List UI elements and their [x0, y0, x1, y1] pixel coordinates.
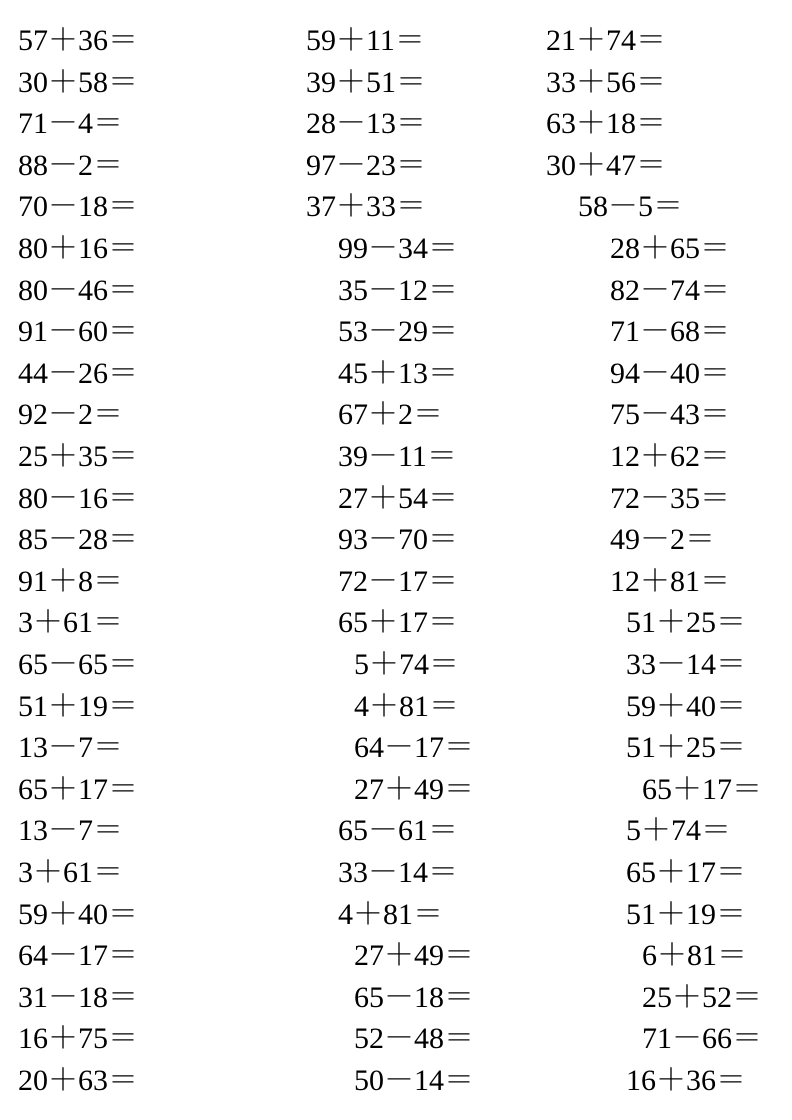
arithmetic-problem: 57＋36＝	[18, 24, 138, 57]
arithmetic-problem: 59＋40＝	[18, 897, 138, 931]
arithmetic-problem: 85－28＝	[18, 523, 138, 557]
problem-row	[0, 980, 792, 1016]
arithmetic-problem: 21＋74＝	[546, 24, 666, 57]
problem-row	[0, 481, 792, 517]
problem-row	[0, 356, 792, 392]
arithmetic-problem: 4＋81＝	[354, 689, 459, 723]
arithmetic-problem: 64－17＝	[354, 731, 474, 765]
arithmetic-problem: 53－29＝	[338, 315, 458, 349]
problem-row	[0, 522, 792, 558]
arithmetic-problem: 16＋36＝	[626, 1064, 746, 1097]
arithmetic-problem: 4＋81＝	[338, 897, 443, 931]
problem-row	[0, 23, 792, 59]
problem-row	[0, 189, 792, 225]
arithmetic-problem: 58－5＝	[578, 190, 683, 224]
arithmetic-problem: 72－17＝	[338, 564, 458, 598]
problem-row	[0, 1063, 792, 1099]
arithmetic-problem: 33－14＝	[626, 648, 746, 681]
arithmetic-problem: 33－14＝	[338, 856, 458, 889]
arithmetic-problem: 99－34＝	[338, 232, 458, 265]
arithmetic-problem: 91－60＝	[18, 315, 138, 349]
arithmetic-problem: 91＋8＝	[18, 564, 123, 598]
arithmetic-problem: 80－46＝	[18, 273, 138, 307]
arithmetic-problem: 30＋58＝	[18, 65, 138, 99]
arithmetic-problem: 52－48＝	[354, 1022, 474, 1056]
arithmetic-problem: 12＋62＝	[610, 440, 730, 473]
arithmetic-problem: 27＋54＝	[338, 481, 458, 515]
arithmetic-problem: 75－43＝	[610, 398, 730, 432]
arithmetic-problem: 35－12＝	[338, 273, 458, 307]
arithmetic-problem: 25＋52＝	[642, 980, 762, 1014]
problem-row	[0, 439, 792, 475]
problem-row	[0, 647, 792, 683]
arithmetic-problem: 28－13＝	[306, 107, 426, 141]
problem-row	[0, 397, 792, 433]
arithmetic-problem: 51＋25＝	[626, 606, 746, 640]
arithmetic-problem: 65－65＝	[18, 648, 138, 681]
problem-row	[0, 605, 792, 641]
arithmetic-problem: 39－11＝	[338, 440, 457, 473]
arithmetic-problem: 39＋51＝	[306, 65, 426, 99]
arithmetic-problem: 93－70＝	[338, 523, 458, 557]
arithmetic-problem: 13－7＝	[18, 814, 123, 848]
arithmetic-problem: 3＋61＝	[18, 856, 123, 889]
arithmetic-problem: 65＋17＝	[642, 772, 762, 806]
problem-row	[0, 855, 792, 891]
arithmetic-problem: 88－2＝	[18, 148, 123, 182]
arithmetic-problem: 5＋74＝	[354, 648, 459, 681]
problem-row	[0, 148, 792, 184]
arithmetic-problem: 59＋40＝	[626, 689, 746, 723]
arithmetic-problem: 33＋56＝	[546, 65, 666, 99]
arithmetic-problem: 80＋16＝	[18, 232, 138, 265]
arithmetic-problem: 5＋74＝	[626, 814, 731, 848]
arithmetic-problem: 20＋63＝	[18, 1064, 138, 1097]
problem-row	[0, 106, 792, 142]
problem-row	[0, 314, 792, 350]
arithmetic-problem: 27＋49＝	[354, 939, 474, 973]
arithmetic-problem: 51＋25＝	[626, 731, 746, 765]
arithmetic-problem: 72－35＝	[610, 481, 730, 515]
arithmetic-problem: 71－4＝	[18, 107, 123, 141]
arithmetic-problem: 92－2＝	[18, 398, 123, 432]
problem-row	[0, 689, 792, 725]
arithmetic-problem: 27＋49＝	[354, 772, 474, 806]
arithmetic-problem: 37＋33＝	[306, 190, 426, 224]
arithmetic-problem: 65－18＝	[354, 980, 474, 1014]
arithmetic-problem: 71－66＝	[642, 1022, 762, 1056]
arithmetic-problem: 44－26＝	[18, 356, 138, 390]
arithmetic-problem: 31－18＝	[18, 980, 138, 1014]
arithmetic-problem: 50－14＝	[354, 1064, 474, 1097]
problem-row	[0, 65, 792, 101]
problem-row	[0, 813, 792, 849]
arithmetic-problem: 6＋81＝	[642, 939, 747, 973]
problem-row	[0, 564, 792, 600]
arithmetic-problem: 65＋17＝	[338, 606, 458, 640]
problem-row	[0, 772, 792, 808]
arithmetic-problem: 30＋47＝	[546, 148, 666, 182]
problem-row	[0, 897, 792, 933]
arithmetic-problem: 51＋19＝	[18, 689, 138, 723]
problem-row	[0, 938, 792, 974]
arithmetic-problem: 12＋81＝	[610, 564, 730, 598]
arithmetic-problem: 28＋65＝	[610, 232, 730, 265]
arithmetic-problem: 51＋19＝	[626, 897, 746, 931]
arithmetic-problem: 67＋2＝	[338, 398, 443, 432]
arithmetic-problem: 82－74＝	[610, 273, 730, 307]
arithmetic-problem: 65＋17＝	[18, 772, 138, 806]
arithmetic-problem: 13－7＝	[18, 731, 123, 765]
arithmetic-problem: 97－23＝	[306, 148, 426, 182]
arithmetic-problem: 16＋75＝	[18, 1022, 138, 1056]
problem-row	[0, 273, 792, 309]
arithmetic-problem: 94－40＝	[610, 356, 730, 390]
arithmetic-problem: 25＋35＝	[18, 440, 138, 473]
problem-row	[0, 231, 792, 267]
arithmetic-problem: 63＋18＝	[546, 107, 666, 141]
arithmetic-problem: 3＋61＝	[18, 606, 123, 640]
arithmetic-problem: 59＋11＝	[306, 24, 425, 57]
problem-row	[0, 1021, 792, 1057]
arithmetic-problem: 80－16＝	[18, 481, 138, 515]
arithmetic-problem: 71－68＝	[610, 315, 730, 349]
arithmetic-problem: 45＋13＝	[338, 356, 458, 390]
arithmetic-problem: 64－17＝	[18, 939, 138, 973]
arithmetic-problem: 65＋17＝	[626, 856, 746, 889]
arithmetic-problem: 65－61＝	[338, 814, 458, 848]
problem-row	[0, 730, 792, 766]
arithmetic-problem: 70－18＝	[18, 190, 138, 224]
arithmetic-problem: 49－2＝	[610, 523, 715, 557]
